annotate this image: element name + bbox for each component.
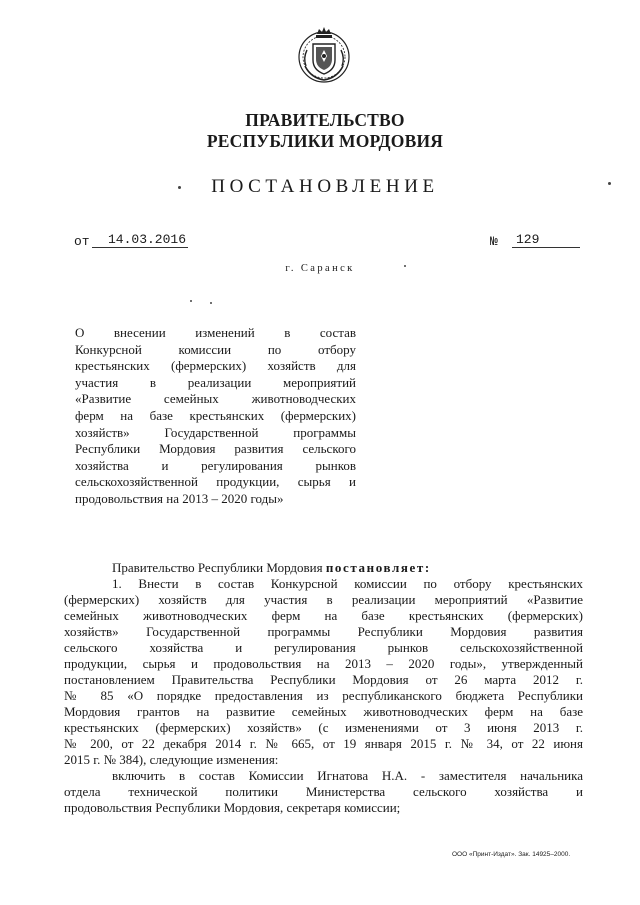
item1-line: Мордовия грантов на развитие семейных животноводческих ферм на базе [64,704,583,719]
document-number: 129 [512,232,580,248]
document-body [64,560,583,816]
item1-line: сельского хозяйства и регулирования рынков сельскохозяйственной [64,640,583,655]
item1-line: (фермерских) хозяйств для участия в реализации мероприятий «Развитие [64,592,583,607]
coat-of-arms-icon [297,26,351,84]
subject-line: Конкурсной комиссии по отбору [75,341,356,357]
scan-speck [190,300,192,302]
document-type-heading: ПОСТАНОВЛЕНИЕ [211,176,439,197]
preamble-line [64,560,583,576]
subject-line: О внесении изменений в состав [75,325,356,340]
subject-line: хозяйства и регулирования рынков [75,457,356,473]
item1-line: хозяйств» Государственной программы Республики Мордовия развития [64,624,583,639]
item1-line: № 200, от 22 декабря 2014 г. № 665, от 19 января 2015 г. № 34, от 22 июня [64,736,583,751]
subject-line: участия в реализации мероприятий [75,374,356,390]
document-date: 14.03.2016 [92,232,188,248]
item1-line: постановлением Правительства Республики Мордовия от 26 марта 2012 г. [64,672,583,687]
item1-line: семейных животноводческих ферм на базе крестьянских (фермерских) [64,608,583,623]
item1-line: 1. Внести в состав Конкурсной комиссии по отбору крестьянских [112,576,583,591]
subject-line: «Развитие семейных животноводческих [75,391,356,407]
subject-line: хозяйств» Государственной программы [75,424,356,440]
scan-speck [178,186,181,189]
date-label: от [74,234,90,249]
subject-line: ферм на базе крестьянских (фермерских) [75,407,356,423]
government-title [160,110,490,152]
decree-word: постановляет: [325,560,431,575]
government-title-line1: ПРАВИТЕЛЬСТВО [245,110,405,130]
item1-line: крестьянских (фермерских) хозяйств» (с изменениями от 3 июня 2013 г. [64,720,583,735]
preamble-text: Правительство Республики Мордовия [112,560,326,575]
scan-speck [404,265,406,267]
scan-speck [210,302,212,304]
subject-line: продовольствия на 2013 – 2020 годы» [75,490,284,506]
item2-line: включить в состав Комиссии Игнатова Н.А. - заместителя начальника [112,768,583,783]
city-name: г. Саранск [285,263,355,274]
item2-line: продовольствия Республики Мордовия, секретаря комиссии; [64,800,401,815]
item1-line: продукции, сырья и продовольствия на 2013 – 2020 годы», утвержденный [64,656,583,671]
subject-line: Республики Мордовия развития сельского [75,441,356,457]
government-title-line2: РЕСПУБЛИКИ МОРДОВИЯ [206,131,444,151]
item1-line: 2015 г. № 384), следующие изменения: [64,752,279,767]
item1-line: № 85 «О порядке предоставления из республиканского бюджета Республики [64,688,583,703]
subject-line: крестьянских (фермерских) хозяйств для [75,358,356,374]
printer-mark: ООО «Принт-Издат». Зак. 14925–2000. [452,851,571,858]
scan-speck [608,182,611,185]
subject-line: сельскохозяйственной продукции, сырья и [75,474,356,490]
item2-line: отдела технической политики Министерства сельского хозяйства и [64,784,583,799]
number-label: № [490,234,498,249]
document-subject [75,325,356,508]
